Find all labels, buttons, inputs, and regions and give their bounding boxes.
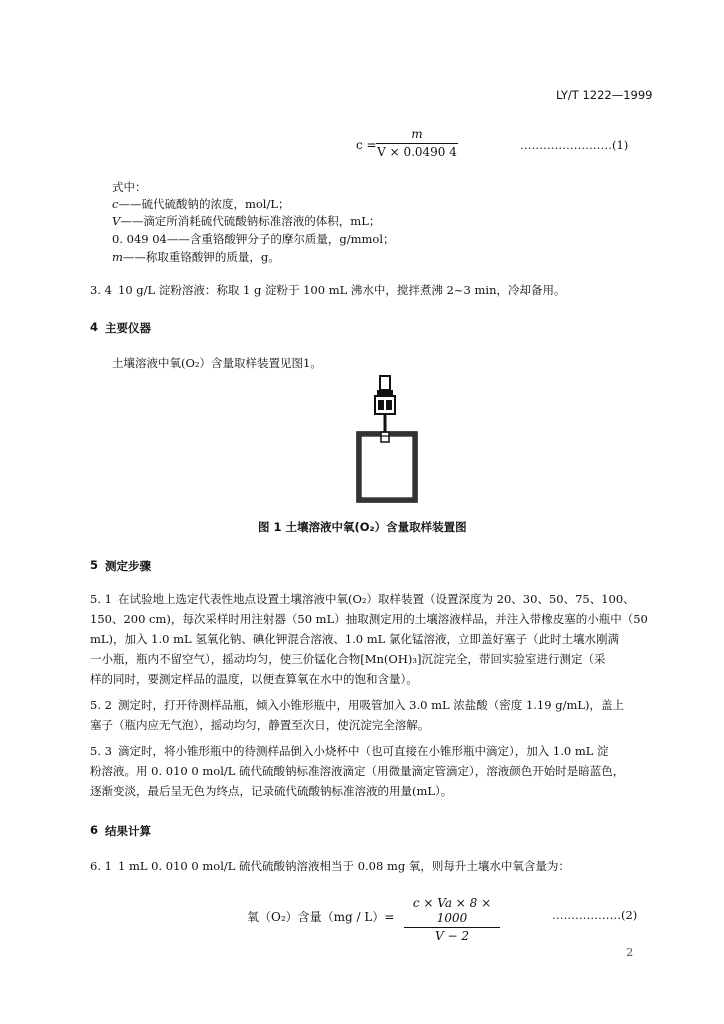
- clause-3-4-text: 10 g/L 淀粉溶液：称取 1 g 淀粉于 100 mL 沸水中，搅拌煮沸 2~3 min，冷却备用。: [118, 283, 566, 297]
- section5-title: 测定步骤: [105, 559, 151, 573]
- formula2-denominator: V − 2: [435, 929, 469, 943]
- where-item-c: c——硫代硫酸钠的浓度，mol/L；: [112, 197, 290, 211]
- standard-code: LY/T 1222—1999: [556, 88, 653, 102]
- clause-6-1-text: 1 mL 0. 010 0 mol/L 硫代硫酸钠溶液相当于 0.08 mg 氧，则每升土壤水中氧含量为：: [118, 859, 570, 873]
- where-item-m: m——称取重铬酸钾的质量，g。: [112, 250, 280, 264]
- section4-title: 主要仪器: [105, 321, 151, 335]
- clause-5-2-number: 5. 2: [90, 698, 112, 712]
- section4-text: 土壤溶液中氧(O₂）含量取样装置见图1。: [112, 356, 322, 370]
- clause-5-1-line: 一小瓶，瓶内不留空气），摇动均匀，使三价锰化合物[Mn(OH)₃]沉淀完全，带回实验室进行测定（采: [90, 652, 606, 666]
- formula2-number: ………………(2): [552, 908, 638, 922]
- clause-5-1-line: 150、200 cm)，每次采样时用注射器（50 mL）抽取测定用的土壤溶液样品，并注入带橡皮塞的小瓶中（50: [90, 612, 648, 626]
- clause-5-2-line: 塞子（瓶内应无气泡），摇动均匀，静置至次日，使沉淀完全溶解。: [90, 718, 430, 732]
- where-title: 式中：: [112, 180, 147, 194]
- formula2-lhs: 氧（O₂）含量（mg / L）=: [247, 910, 395, 924]
- section5-number: 5: [90, 558, 99, 572]
- where-item-molar-mass: 0. 049 04——含重铬酸钾分子的摩尔质量，g/mmol；: [112, 232, 395, 246]
- clause-5-3-number: 5. 3: [90, 744, 112, 758]
- clause-5-1-line: mL)，加入 1.0 mL 氢氧化钠、碘化钾混合溶液、1.0 mL 氯化锰溶液，立即盖好塞子（此时土壤水刚满: [90, 632, 619, 646]
- section6-number: 6: [90, 823, 99, 837]
- where-item-v: V——滴定所消耗硫代硫酸钠标准溶液的体积，mL；: [112, 214, 381, 228]
- formula1-denominator: V × 0.0490 4: [377, 145, 457, 159]
- clause-5-3-line: 逐渐变淡，最后呈无色为终点，记录硫代硫酸钠标准溶液的用量(mL）。: [90, 784, 453, 798]
- formula2-numerator: c × Va × 8 × 1000: [412, 896, 492, 925]
- formula2-fraction: [404, 896, 500, 944]
- formula1-lhs: c =: [356, 138, 377, 152]
- clause-5-3-line: 粉溶液。用 0. 010 0 mol/L 硫代硫酸钠标准溶液滴定（用微量滴定管滴定），溶液颜色开始时是暗蓝色，: [90, 764, 625, 778]
- clause-6-1-number: 6. 1: [90, 859, 112, 873]
- clause-5-1-line: 在试验地上选定代表性地点设置土壤溶液中氧(O₂）取样装置（设置深度为 20、30、50、75、100、: [118, 592, 635, 606]
- figure1-caption: 图 1 土壤溶液中氧(O₂）含量取样装置图: [258, 520, 467, 534]
- clause-5-3-line: 滴定时，将小锥形瓶中的待测样品倒入小烧杯中（也可直接在小锥形瓶中滴定），加入 1.0 mL 淀: [118, 744, 609, 758]
- page-number: 2: [626, 945, 634, 959]
- formula1-number: ……………………(1): [520, 138, 629, 152]
- sampling-device-figure: [355, 374, 425, 506]
- formula1-numerator: m: [411, 127, 423, 141]
- clause-5-1-number: 5. 1: [90, 592, 112, 606]
- clause-5-1-line: 样的同时，要测定样品的温度，以便查算氧在水中的饱和含量）。: [90, 672, 418, 686]
- section4-number: 4: [90, 320, 99, 334]
- section6-title: 结果计算: [105, 824, 151, 838]
- clause-5-2-line: 测定时，打开待测样品瓶，倾入小锥形瓶中，用吸管加入 3.0 mL 浓盐酸（密度 1.19 g/mL)，盖上: [118, 698, 624, 712]
- clause-3-4-number: 3. 4: [90, 283, 112, 297]
- formula1-fraction: [376, 127, 458, 160]
